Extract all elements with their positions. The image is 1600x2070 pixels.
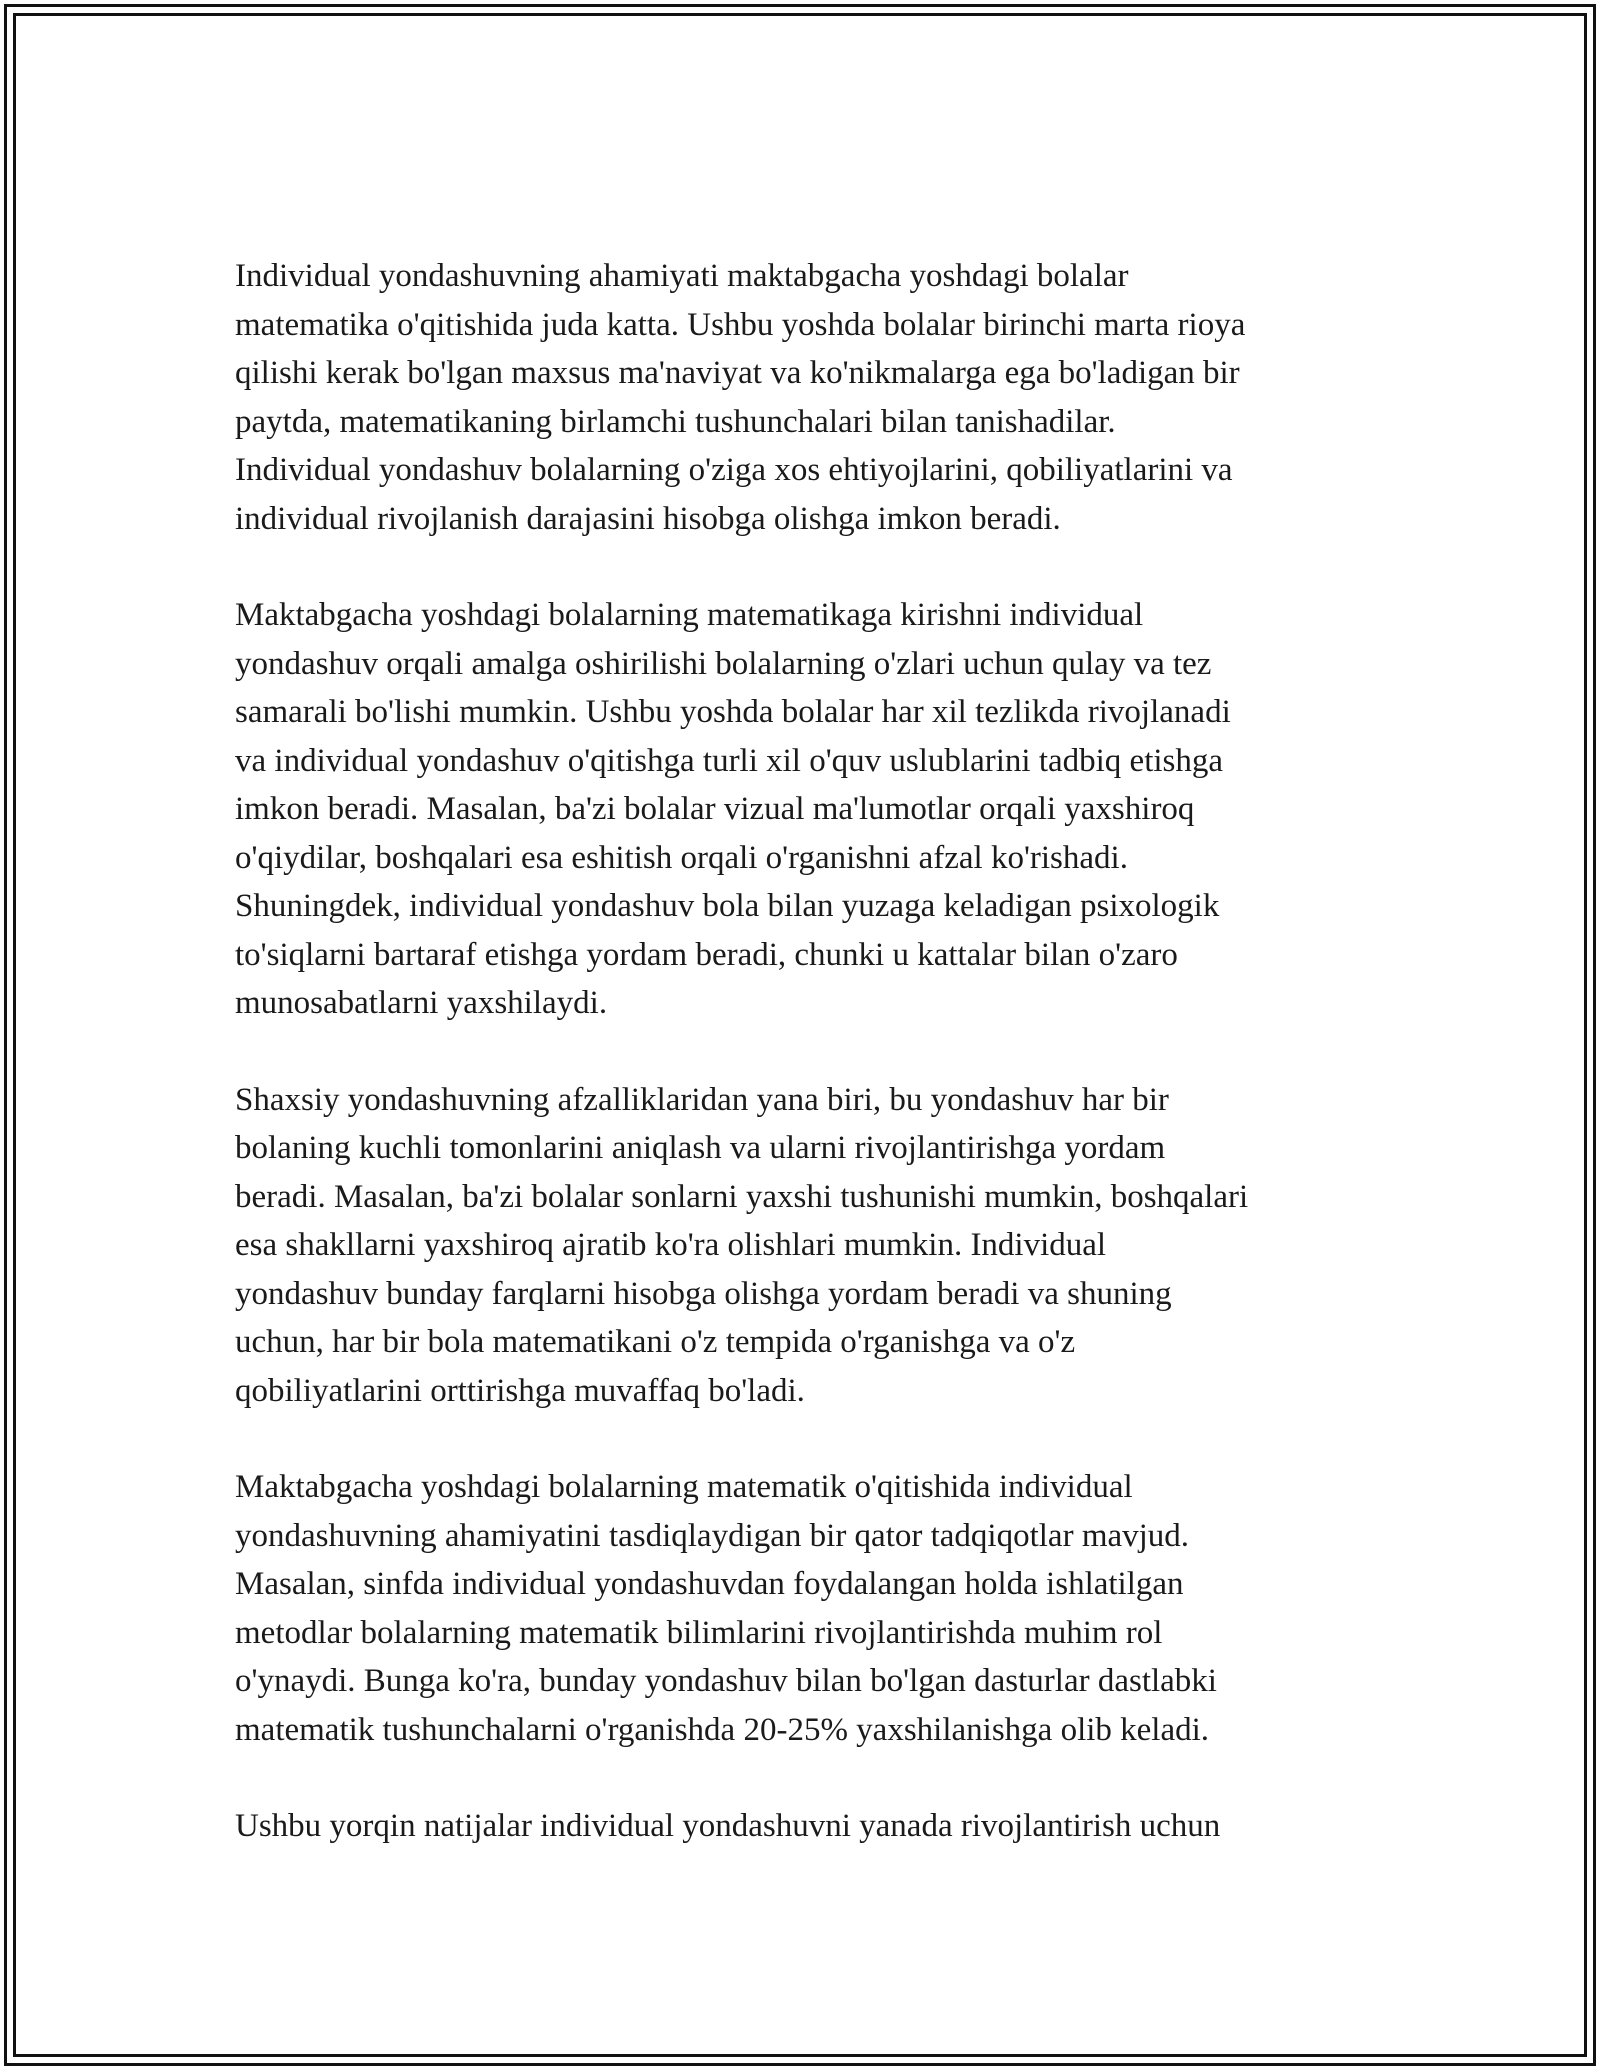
text-line: Individual yondashuvning ahamiyati maktabgacha yoshdagi bolalar [235,258,1129,294]
text-line: Maktabgacha yoshdagi bolalarning matematik o'qitishida individual [235,1469,1133,1505]
text-line: munosabatlarni yaxshilaydi. [235,985,608,1021]
paragraph-5 [235,1802,1395,1851]
text-line: qobiliyatlarini orttirishga muvaffaq bo'ladi. [235,1372,805,1409]
text-line: Shuningdek, individual yondashuv bola bilan yuzaga keladigan psixologik [235,888,1220,924]
text-line: Ushbu yorqin natijalar individual yondashuvni yanada rivojlantirish uchun [235,1808,1221,1844]
text-line: samarali bo'lishi mumkin. Ushbu yoshda bolalar har xil tezlikda rivojlanadi [235,694,1231,730]
document-body [235,252,1395,1899]
text-line: yondashuv orqali amalga oshirilishi bolalarning o'zlari uchun qulay va tez [235,645,1212,682]
paragraph-3 [235,1076,1395,1416]
text-line: uchun, har bir bola matematikani o'z tempida o'rganishga va o'z [235,1324,1076,1360]
text-line: va individual yondashuv o'qitishga turli xil o'quv uslublarini tadbiq etishga [235,742,1224,779]
text-line: metodlar bolalarning matematik bilimlarini rivojlantirishda muhim rol [235,1614,1163,1651]
text-line: yondashuvning ahamiyatini tasdiqlaydigan bir qator tadqiqotlar mavjud. [235,1517,1190,1554]
text-line: esa shakllarni yaxshiroq ajratib ko'ra olishlari mumkin. Individual [235,1227,1107,1263]
text-line: Shaxsiy yondashuvning afzalliklaridan yana biri, bu yondashuv har bir [235,1081,1169,1118]
text-line: Masalan, sinfda individual yondashuvdan foydalangan holda ishlatilgan [235,1566,1184,1602]
text-line: Individual yondashuv bolalarning o'ziga xos ehtiyojlarini, qobiliyatlarini va [235,452,1233,488]
text-line: qilishi kerak bo'lgan maxsus ma'naviyat va ko'nikmalarga ega bo'ladigan bir [235,355,1240,391]
text-line: o'ynaydi. Bunga ko'ra, bunday yondashuv bilan bo'lgan dasturlar dastlabki [235,1663,1217,1699]
text-line: yondashuv bunday farqlarni hisobga olishga yordam beradi va shuning [235,1275,1172,1312]
text-line: paytda, matematikaning birlamchi tushunchalari bilan tanishadilar. [235,403,1116,440]
text-line: bolaning kuchli tomonlarini aniqlash va ularni rivojlantirishga yordam [235,1130,1166,1166]
text-line: Maktabgacha yoshdagi bolalarning matematikaga kirishni individual [235,597,1144,633]
text-line: o'qiydilar, boshqalari esa eshitish orqali o'rganishni afzal ko'rishadi. [235,839,1128,876]
text-line: individual rivojlanish darajasini hisobga olishga imkon beradi. [235,500,1061,537]
text-line: matematik tushunchalarni o'rganishda 20-25% yaxshilanishga olib keladi. [235,1711,1210,1748]
paragraph-2 [235,591,1395,1028]
text-line: beradi. Masalan, ba'zi bolalar sonlarni yaxshi tushunishi mumkin, boshqalari [235,1178,1249,1215]
text-line: to'siqlarni bartaraf etishga yordam beradi, chunki u kattalar bilan o'zaro [235,936,1178,973]
paragraph-1 [235,252,1395,543]
paragraph-4 [235,1463,1395,1754]
text-line: matematika o'qitishida juda katta. Ushbu yoshda bolalar birinchi marta rioya [235,306,1246,343]
text-line: imkon beradi. Masalan, ba'zi bolalar vizual ma'lumotlar orqali yaxshiroq [235,791,1195,827]
